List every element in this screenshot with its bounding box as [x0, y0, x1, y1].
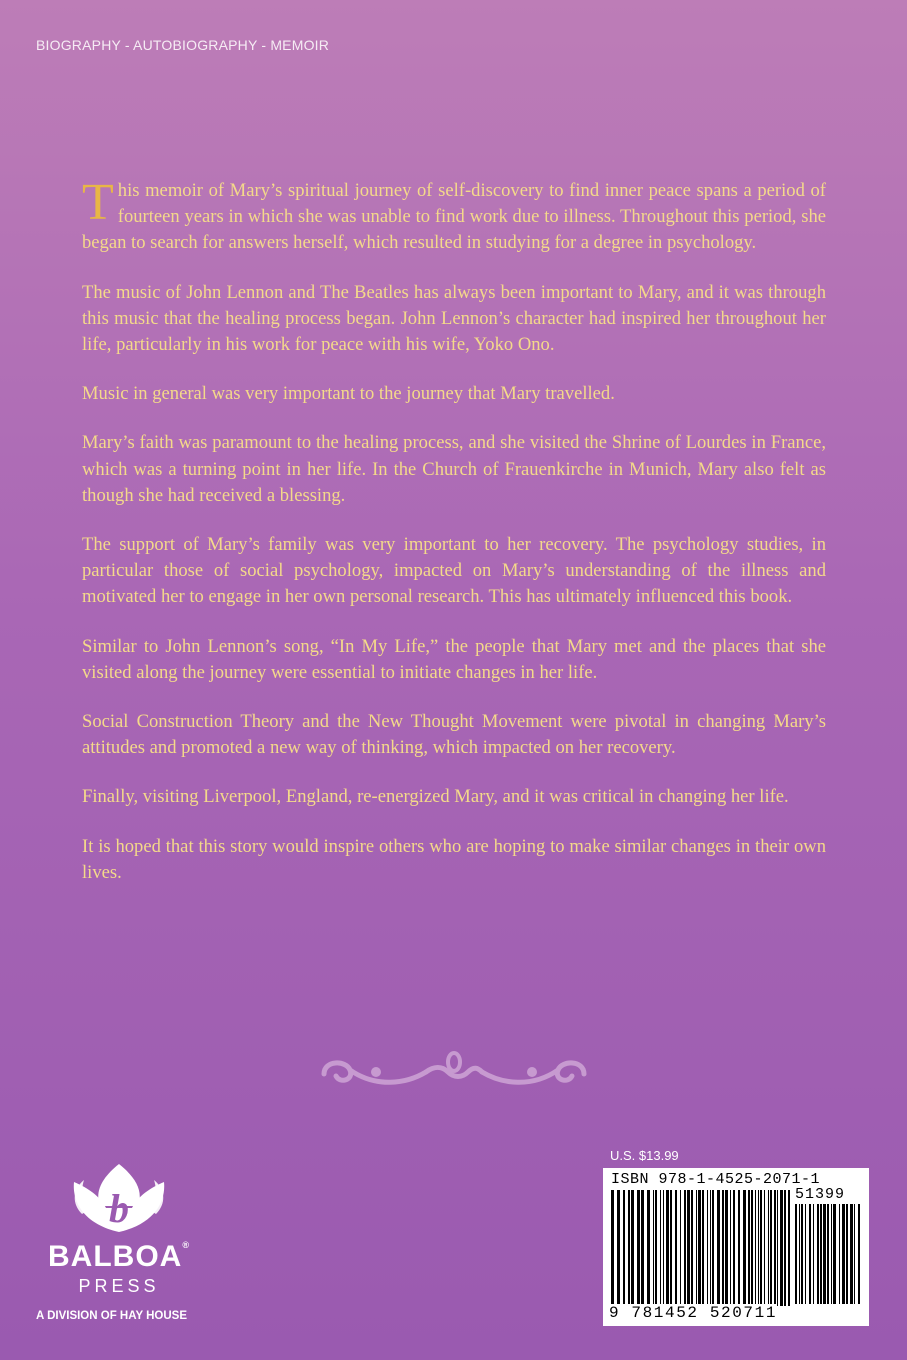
barcode-bar [813, 1204, 814, 1304]
barcode-bar [623, 1190, 625, 1306]
barcode-bar [696, 1190, 697, 1306]
blurb-paragraph-1-text: his memoir of Mary’s spiritual journey of self-discovery to find inner peace spans a period of fourteen years in which she was unable to find work due to illness. Throughout this period, she began to search for answers herself, which resulted in studying for a degree in psychology. [82, 180, 826, 254]
barcode-bar [702, 1190, 704, 1306]
blurb-paragraph-9: It is hoped that this story would inspire others who are hoping to make similar changes in their own lives. [82, 835, 826, 883]
barcode-bar [660, 1190, 661, 1306]
barcode-bar [712, 1190, 714, 1306]
barcode-bar [730, 1190, 731, 1306]
blurb-paragraph-1 [82, 174, 826, 257]
barcode-bar [663, 1190, 664, 1306]
barcode-bar [680, 1190, 681, 1306]
barcode-bar [842, 1204, 845, 1304]
genre-label: BIOGRAPHY - AUTOBIOGRAPHY - MEMOIR [36, 37, 330, 53]
barcode-bar [774, 1190, 776, 1306]
drop-cap: T [82, 174, 114, 231]
barcode-bar [820, 1204, 822, 1304]
barcode-bar [717, 1190, 720, 1306]
barcode-bar [738, 1190, 740, 1306]
blurb-paragraph-7: Social Construction Theory and the New Thought Movement were pivotal in changing Mary’s attitudes and promoted a new way of thinking, which impacted on her recovery. [82, 711, 826, 759]
barcode-bar [831, 1204, 832, 1304]
barcode-bar [801, 1204, 803, 1304]
barcode-bar [655, 1190, 657, 1306]
barcode-bar [707, 1190, 708, 1306]
registered-mark: ® [182, 1240, 190, 1250]
barcode-bar [770, 1190, 772, 1306]
barcode-bar [833, 1204, 836, 1304]
blurb-paragraph-6: Similar to John Lennon’s song, “In My Life,” the people that Mary met and the places that she visited along the journey were essential to initiate changes in her life. [82, 635, 826, 683]
barcode [603, 1168, 869, 1326]
barcode-bar [777, 1190, 778, 1306]
barcode-bar [839, 1204, 840, 1304]
barcode-bar [687, 1190, 690, 1306]
ean-digits: 9 781452 520711 [609, 1304, 778, 1322]
barcode-bar [780, 1190, 783, 1306]
barcode-bar [743, 1190, 746, 1306]
barcode-bar [846, 1204, 848, 1304]
barcode-bar [799, 1204, 800, 1304]
barcode-bar [628, 1190, 630, 1306]
publisher-sub: PRESS [78, 1276, 160, 1296]
back-cover-blurb [82, 174, 826, 909]
barcode-bar [722, 1190, 724, 1306]
barcode-bar [725, 1190, 728, 1306]
ornamental-flourish-icon [316, 1048, 592, 1094]
barcode-bar [698, 1190, 701, 1306]
blurb-paragraph-8: Finally, visiting Liverpool, England, re-energized Mary, and it was critical in changing her life. [82, 786, 789, 808]
barcode-bar [809, 1204, 811, 1304]
barcode-bar [641, 1190, 644, 1306]
barcode-bar [631, 1190, 634, 1306]
barcode-bar [611, 1190, 614, 1306]
isbn-text: ISBN 978-1-4525-2071-1 [611, 1171, 821, 1188]
barcode-bar [675, 1190, 677, 1306]
blurb-paragraph-5: The support of Mary’s family was very important to her recovery. The psychology studies, in particular those of social psychology, impacted on Mary’s understanding of the illness and motivated her to engage in her own personal research. This has ultimately influenced this book. [82, 534, 826, 608]
barcode-bar [758, 1190, 759, 1306]
blurb-paragraph-2: The music of John Lennon and The Beatles has always been important to Mary, and it was through this music that the healing process began. John Lennon’s character had inspired her throughout her life, particularly in his work for peace with his wife, Yoko Ono. [82, 281, 826, 356]
barcode-bar [748, 1190, 750, 1306]
barcode-bar [691, 1190, 693, 1306]
barcode-bar [858, 1204, 860, 1304]
barcode-bar [788, 1190, 790, 1306]
barcode-bar [768, 1190, 769, 1306]
barcode-bar [617, 1190, 620, 1306]
barcode-bar [666, 1190, 669, 1306]
barcode-bar [784, 1190, 786, 1306]
blurb-paragraph-3: Music in general was very important to the journey that Mary travelled. [82, 383, 615, 405]
barcode-bar [854, 1204, 855, 1304]
barcode-bar [751, 1190, 753, 1306]
barcode-bar [850, 1204, 853, 1304]
barcode-bar [710, 1190, 711, 1306]
blurb-paragraph-4: Mary’s faith was paramount to the healing process, and she visited the Shrine of Lourdes in France, which was a turning point in her life. In the Church of Frauenkirche in Munich, Mary also felt as though she had received a blessing. [82, 432, 826, 506]
publisher-name-text: BALBOA [48, 1240, 183, 1273]
price-addon-text: 51399 [795, 1186, 846, 1203]
barcode-bar [823, 1204, 826, 1304]
barcode-bar [795, 1204, 797, 1304]
barcode-bar [760, 1190, 762, 1306]
price-label: U.S. $13.99 [610, 1148, 679, 1163]
publisher-name [34, 1240, 204, 1274]
barcode-bar [805, 1204, 806, 1304]
barcode-bar [670, 1190, 672, 1306]
barcode-bar [733, 1190, 735, 1306]
lotus-icon [34, 1162, 204, 1242]
publisher-division: A DIVISION OF HAY HOUSE [36, 1310, 188, 1322]
barcode-bar [653, 1190, 654, 1306]
barcode-bar [755, 1190, 756, 1306]
logo-letter: b [109, 1186, 129, 1231]
ean-barcode-bars [611, 1190, 791, 1306]
barcode-bar [817, 1204, 819, 1304]
barcode-bar [637, 1190, 640, 1306]
addon-barcode-bars [795, 1204, 861, 1304]
barcode-bar [827, 1204, 829, 1304]
barcode-bar [684, 1190, 686, 1306]
barcode-bar [764, 1190, 765, 1306]
barcode-bar [647, 1190, 650, 1306]
